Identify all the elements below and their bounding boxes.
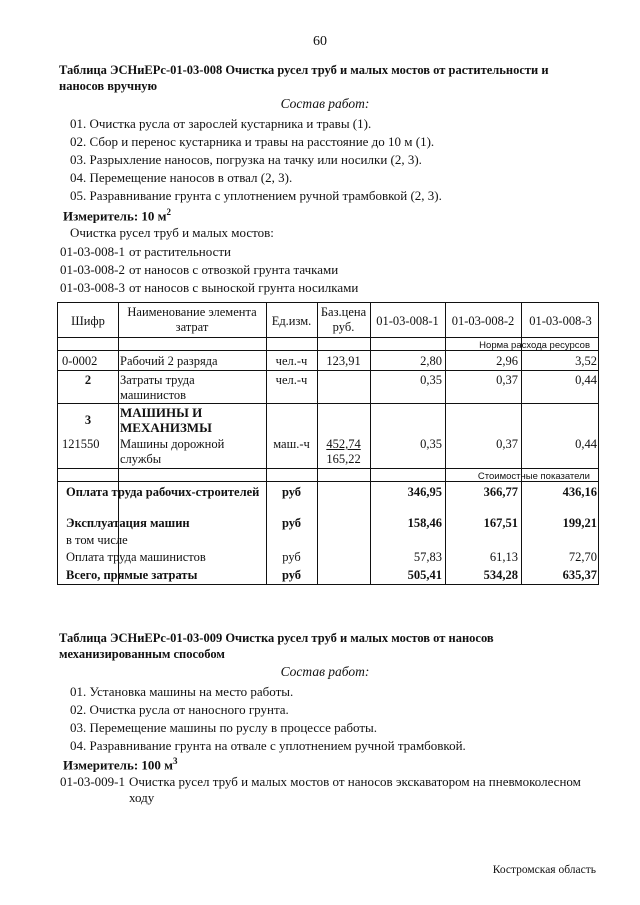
row-shifr: 2 xyxy=(84,373,92,387)
row-group-name: МАШИНЫ И МЕХАНИЗМЫ xyxy=(120,405,212,435)
table1-step: 05. Разравнивание грунта с уплотнением ручной трамбовкой (2, 3). xyxy=(70,188,442,203)
variant-text: от растительности xyxy=(129,244,231,259)
table2-step: 04. Разравнивание грунта на отвале с уплотнением ручной трамбовкой. xyxy=(70,738,466,753)
header-name: Наименование элемента затрат xyxy=(127,305,257,334)
footer-region: Костромская область xyxy=(492,864,596,876)
variant-text: от наносов с отвозкой грунта тачками xyxy=(129,262,339,277)
cost-value: 346,95 xyxy=(407,485,442,499)
cost-name: Оплата труда рабочих-строителей xyxy=(66,485,260,499)
table1-step: 03. Разрыхление наносов, погрузка на тачку или носилки (2, 3). xyxy=(70,152,422,167)
table-divider xyxy=(58,370,598,371)
row-value: 2,96 xyxy=(496,354,518,368)
row-value: 0,35 xyxy=(420,437,442,451)
variant-text: Очистка русел труб и малых мостов от наносов экскаватором на пневмоколесном xyxy=(129,774,581,789)
row-name: Машины дорожной службы xyxy=(120,437,225,466)
header-unit: Ед.изм. xyxy=(271,314,312,328)
row-shifr: 0-0002 xyxy=(62,354,98,368)
variant-text: от наносов с выноской грунта носилками xyxy=(129,280,359,295)
row-unit: маш.-ч xyxy=(273,437,310,451)
header-code: 01-03-008-1 xyxy=(376,314,439,328)
row-value: 0,44 xyxy=(575,437,597,451)
cost-unit: руб xyxy=(282,550,301,564)
row-value: 0,44 xyxy=(575,373,597,387)
table2-step: 03. Перемещение машины по руслу в процессе работы. xyxy=(70,720,377,735)
row-value: 3,52 xyxy=(575,354,597,368)
page-number: 60 xyxy=(313,34,327,49)
row-name: Рабочий 2 разряда xyxy=(120,354,218,368)
table1-sostav-label: Состав работ: xyxy=(280,96,370,111)
table1-title: Таблица ЭСНиЕРс-01-03-008 Очистка русел труб и малых мостов от растительности и наносов вручную xyxy=(59,63,549,93)
section-norma-label: Норма расхода ресурсов xyxy=(479,340,590,351)
cost-unit: руб xyxy=(281,516,302,530)
variant-code: 01-03-008-2 xyxy=(60,262,125,277)
table2-sostav-label: Состав работ: xyxy=(280,664,370,679)
variant-text-continued: ходу xyxy=(129,790,155,805)
cost-value: 534,28 xyxy=(483,568,518,582)
variant-code: 01-03-009-1 xyxy=(60,774,125,789)
cost-value: 635,37 xyxy=(562,568,597,582)
table2-step: 01. Установка машины на место работы. xyxy=(70,684,294,699)
header-shifr: Шифр xyxy=(71,314,105,328)
header-price: Баз.цена руб. xyxy=(320,305,367,334)
table1-step: 04. Перемещение наносов в отвал (2, 3). xyxy=(70,170,293,185)
table2-izmeritel: Измеритель: 100 $м^3$ xyxy=(63,756,178,773)
variant-code: 01-03-008-3 xyxy=(60,280,125,295)
row-value: 0,37 xyxy=(496,373,518,387)
row-price-secondary: 165,22 xyxy=(326,452,361,466)
table1-step: 01. Очистка русла от зарослей кустарника и травы (1). xyxy=(70,116,372,131)
resource-table xyxy=(57,302,599,585)
cost-subtitle: в том числе xyxy=(66,533,128,547)
variant-code: 01-03-008-1 xyxy=(60,244,125,259)
row-price: 452,74 xyxy=(326,437,361,451)
header-code: 01-03-008-3 xyxy=(529,314,592,328)
cost-value: 199,21 xyxy=(562,516,597,530)
header-code: 01-03-008-2 xyxy=(451,314,515,328)
cost-unit: руб xyxy=(281,568,302,582)
row-shifr: 121550 xyxy=(62,437,100,451)
row-shifr: 3 xyxy=(84,413,92,427)
row-value: 0,35 xyxy=(420,373,442,387)
row-unit: чел.-ч xyxy=(275,354,308,368)
cost-value: 505,41 xyxy=(407,568,442,582)
section-cost-label: Стоимостные показатели xyxy=(477,471,590,482)
cost-unit: руб xyxy=(281,485,302,499)
table1-izmeritel: Измеритель: 10 $м^2$ xyxy=(63,207,172,224)
cost-name: Оплата труда машинистов xyxy=(66,550,206,564)
cost-name: Эксплуатация машин xyxy=(66,516,190,530)
cost-value: 436,16 xyxy=(562,485,597,499)
table1-step: 02. Сбор и перенос кустарника и травы на расстояние до 10 м (1). xyxy=(70,134,435,149)
table1-intro: Очистка русел труб и малых мостов: xyxy=(70,225,274,240)
cost-value: 167,51 xyxy=(483,516,518,530)
cost-value: 61,13 xyxy=(489,550,518,564)
cost-value: 366,77 xyxy=(483,485,518,499)
row-price: 123,91 xyxy=(326,354,361,368)
table-divider xyxy=(58,403,598,404)
cost-value: 57,83 xyxy=(413,550,442,564)
cost-name: Всего, прямые затраты xyxy=(66,568,198,582)
row-name: Затраты труда машинистов xyxy=(120,373,195,402)
row-unit: чел.-ч xyxy=(275,373,308,387)
cost-value: 158,46 xyxy=(407,516,442,530)
table2-step: 02. Очистка русла от наносного грунта. xyxy=(70,702,289,717)
row-value: 2,80 xyxy=(420,354,442,368)
row-value: 0,37 xyxy=(496,437,518,451)
table2-title: Таблица ЭСНиЕРс-01-03-009 Очистка русел труб и малых мостов от наносов механизированным способом xyxy=(59,631,494,661)
cost-value: 72,70 xyxy=(568,550,597,564)
